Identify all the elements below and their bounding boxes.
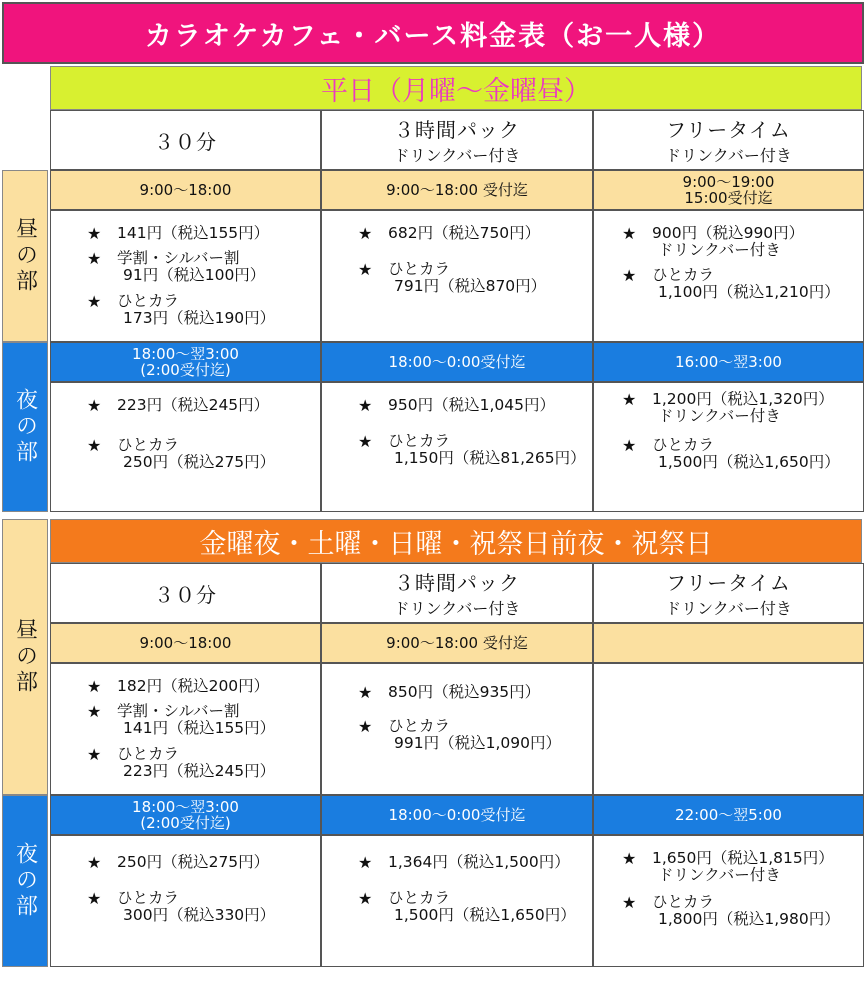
time-line: 9:00〜18:00 xyxy=(139,181,232,199)
time-line: 9:00〜18:00 受付迄 xyxy=(386,181,528,199)
plan-name: フリータイム xyxy=(666,118,791,142)
time-line: 9:00〜18:00 受付迄 xyxy=(386,634,528,652)
price-line: 学割・シルバー割 xyxy=(117,702,240,720)
price-line: 182円（税込200円） xyxy=(117,677,270,695)
star-icon: ★ xyxy=(87,396,102,415)
price-subline: 1,100円（税込1,210円） xyxy=(658,283,840,301)
time-line: 9:00〜18:00 xyxy=(139,634,232,652)
star-icon: ★ xyxy=(87,702,102,721)
price-item xyxy=(358,854,570,871)
price-line: 682円（税込750円） xyxy=(388,224,541,242)
time-line: 18:00〜0:00受付迄 xyxy=(388,353,526,371)
price-item xyxy=(87,225,269,242)
weekday-night-label: 夜の部 xyxy=(2,342,48,512)
price-line: 250円（税込275円） xyxy=(117,853,270,871)
weekday-night-time xyxy=(593,342,864,382)
price-subline: ドリンクバー付き xyxy=(658,866,781,884)
price-line: ひとカラ xyxy=(652,266,715,284)
star-icon: ★ xyxy=(358,396,373,415)
plan-name: ３時間パック xyxy=(394,571,520,595)
plan-note: ドリンクバー付き xyxy=(665,146,792,165)
price-line: ひとカラ xyxy=(117,292,180,310)
price-item xyxy=(87,397,269,414)
price-item xyxy=(622,437,840,471)
time-line: 16:00〜翌3:00 xyxy=(675,353,782,371)
weekend-night-time xyxy=(50,795,321,835)
price-item xyxy=(358,225,540,242)
price-line: 850円（税込935円） xyxy=(388,683,541,701)
plan-note: ドリンクバー付き xyxy=(393,599,521,618)
time-line: 9:00〜19:00 xyxy=(682,173,775,191)
price-subline: 173円（税込190円） xyxy=(123,309,276,327)
plan-note: ドリンクバー付き xyxy=(393,146,521,165)
price-item xyxy=(358,261,546,295)
price-line: 900円（税込990円） xyxy=(652,224,805,242)
weekend-day-time xyxy=(593,623,864,663)
price-item xyxy=(358,397,555,414)
star-icon: ★ xyxy=(358,683,373,702)
star-icon: ★ xyxy=(87,677,102,696)
time-line: 18:00〜翌3:00 xyxy=(132,798,239,816)
price-line: 1,364円（税込1,500円） xyxy=(388,853,570,871)
weekday-banner: 平日（月曜〜金曜昼） xyxy=(50,66,862,110)
price-item xyxy=(622,267,840,301)
star-icon: ★ xyxy=(358,224,373,243)
price-item xyxy=(87,250,265,284)
weekend-day-time xyxy=(50,623,321,663)
star-icon: ★ xyxy=(358,260,373,279)
price-subline: 223円（税込245円） xyxy=(123,762,276,780)
price-subline: ドリンクバー付き xyxy=(658,407,781,425)
time-line: 18:00〜翌3:00 xyxy=(132,345,239,363)
price-line: ひとカラ xyxy=(388,717,451,735)
price-subline: 991円（税込1,090円） xyxy=(394,734,561,752)
star-icon: ★ xyxy=(622,266,637,285)
weekend-banner: 金曜夜・土曜・日曜・祝祭日前夜・祝祭日 xyxy=(50,519,862,563)
weekend-plan-header xyxy=(50,563,321,623)
weekday-day-time xyxy=(593,170,864,210)
price-line: ひとカラ xyxy=(652,893,715,911)
price-line: ひとカラ xyxy=(388,260,451,278)
time-note: 15:00受付迄 xyxy=(684,189,773,207)
price-line: ひとカラ xyxy=(388,889,451,907)
weekday-day-label: 昼の部 xyxy=(2,170,48,342)
price-subline: 91円（税込100円） xyxy=(123,266,266,284)
weekend-day-time xyxy=(321,623,593,663)
weekend-night-prices xyxy=(593,835,864,967)
price-subline: 1,800円（税込1,980円） xyxy=(658,910,840,928)
price-item xyxy=(87,437,275,471)
price-item xyxy=(622,894,840,928)
star-icon: ★ xyxy=(87,853,102,872)
weekday-night-prices xyxy=(593,382,864,512)
star-icon: ★ xyxy=(87,889,102,908)
weekend-night-time xyxy=(593,795,864,835)
price-subline: 791円（税込870円） xyxy=(394,277,547,295)
star-icon: ★ xyxy=(87,745,102,764)
plan-name: ３時間パック xyxy=(394,118,520,142)
price-item xyxy=(87,854,269,871)
price-line: ひとカラ xyxy=(117,889,180,907)
weekend-night-time xyxy=(321,795,593,835)
star-icon: ★ xyxy=(358,432,373,451)
price-item xyxy=(87,746,275,780)
price-item xyxy=(358,433,586,467)
price-line: 1,650円（税込1,815円） xyxy=(652,849,834,867)
plan-name: ３０分 xyxy=(154,129,217,154)
price-subline: 1,150円（税込81,265円） xyxy=(394,449,586,467)
price-line: 学割・シルバー割 xyxy=(117,249,240,267)
weekend-day-prices xyxy=(321,663,593,795)
weekend-plan-header xyxy=(593,563,864,623)
price-item xyxy=(358,718,561,752)
weekend-day-prices xyxy=(593,663,864,795)
plan-name: ３０分 xyxy=(154,582,217,607)
price-item xyxy=(87,678,269,695)
plan-name: フリータイム xyxy=(666,571,791,595)
weekday-night-prices xyxy=(50,382,321,512)
weekend-night-label: 夜の部 xyxy=(2,795,48,967)
weekend-night-prices xyxy=(321,835,593,967)
time-line: 22:00〜翌5:00 xyxy=(675,806,782,824)
weekday-night-time xyxy=(50,342,321,382)
star-icon: ★ xyxy=(87,224,102,243)
price-line: ひとカラ xyxy=(388,432,451,450)
weekend-day-prices xyxy=(50,663,321,795)
price-line: 950円（税込1,045円） xyxy=(388,396,555,414)
star-icon: ★ xyxy=(87,436,102,455)
price-item xyxy=(622,850,834,884)
time-note: (2:00受付迄) xyxy=(140,814,231,832)
weekend-day-label: 昼の部 xyxy=(2,519,48,795)
star-icon: ★ xyxy=(622,390,637,409)
weekday-night-time xyxy=(321,342,593,382)
star-icon: ★ xyxy=(622,436,637,455)
weekday-day-prices xyxy=(593,210,864,342)
price-item xyxy=(87,293,275,327)
page-title: カラオケカフェ・バース料金表（お一人様） xyxy=(2,2,864,64)
plan-note: ドリンクバー付き xyxy=(665,599,792,618)
time-line: 18:00〜0:00受付迄 xyxy=(388,806,526,824)
price-subline: 1,500円（税込1,650円） xyxy=(658,453,840,471)
weekday-day-time xyxy=(50,170,321,210)
star-icon: ★ xyxy=(622,849,637,868)
star-icon: ★ xyxy=(622,224,637,243)
price-line: 141円（税込155円） xyxy=(117,224,270,242)
weekday-day-time xyxy=(321,170,593,210)
star-icon: ★ xyxy=(358,853,373,872)
weekday-plan-header xyxy=(321,110,593,170)
price-subline: 141円（税込155円） xyxy=(123,719,276,737)
price-subline: ドリンクバー付き xyxy=(658,241,781,259)
star-icon: ★ xyxy=(358,889,373,908)
weekend-night-prices xyxy=(50,835,321,967)
weekend-plan-header xyxy=(321,563,593,623)
star-icon: ★ xyxy=(87,249,102,268)
price-line: ひとカラ xyxy=(117,436,180,454)
price-item xyxy=(622,225,804,259)
star-icon: ★ xyxy=(358,717,373,736)
weekday-plan-header xyxy=(593,110,864,170)
weekday-day-prices xyxy=(321,210,593,342)
price-subline: 300円（税込330円） xyxy=(123,906,276,924)
star-icon: ★ xyxy=(622,893,637,912)
price-item xyxy=(622,391,834,425)
weekday-plan-header xyxy=(50,110,321,170)
star-icon: ★ xyxy=(87,292,102,311)
price-subline: 1,500円（税込1,650円） xyxy=(394,906,576,924)
price-line: ひとカラ xyxy=(117,745,180,763)
price-line: ひとカラ xyxy=(652,436,715,454)
price-item xyxy=(87,890,275,924)
weekday-day-prices xyxy=(50,210,321,342)
price-line: 223円（税込245円） xyxy=(117,396,270,414)
price-item xyxy=(87,703,275,737)
price-line: 1,200円（税込1,320円） xyxy=(652,390,834,408)
price-subline: 250円（税込275円） xyxy=(123,453,276,471)
time-note: (2:00受付迄) xyxy=(140,361,231,379)
price-item xyxy=(358,684,540,701)
weekday-night-prices xyxy=(321,382,593,512)
price-item xyxy=(358,890,576,924)
